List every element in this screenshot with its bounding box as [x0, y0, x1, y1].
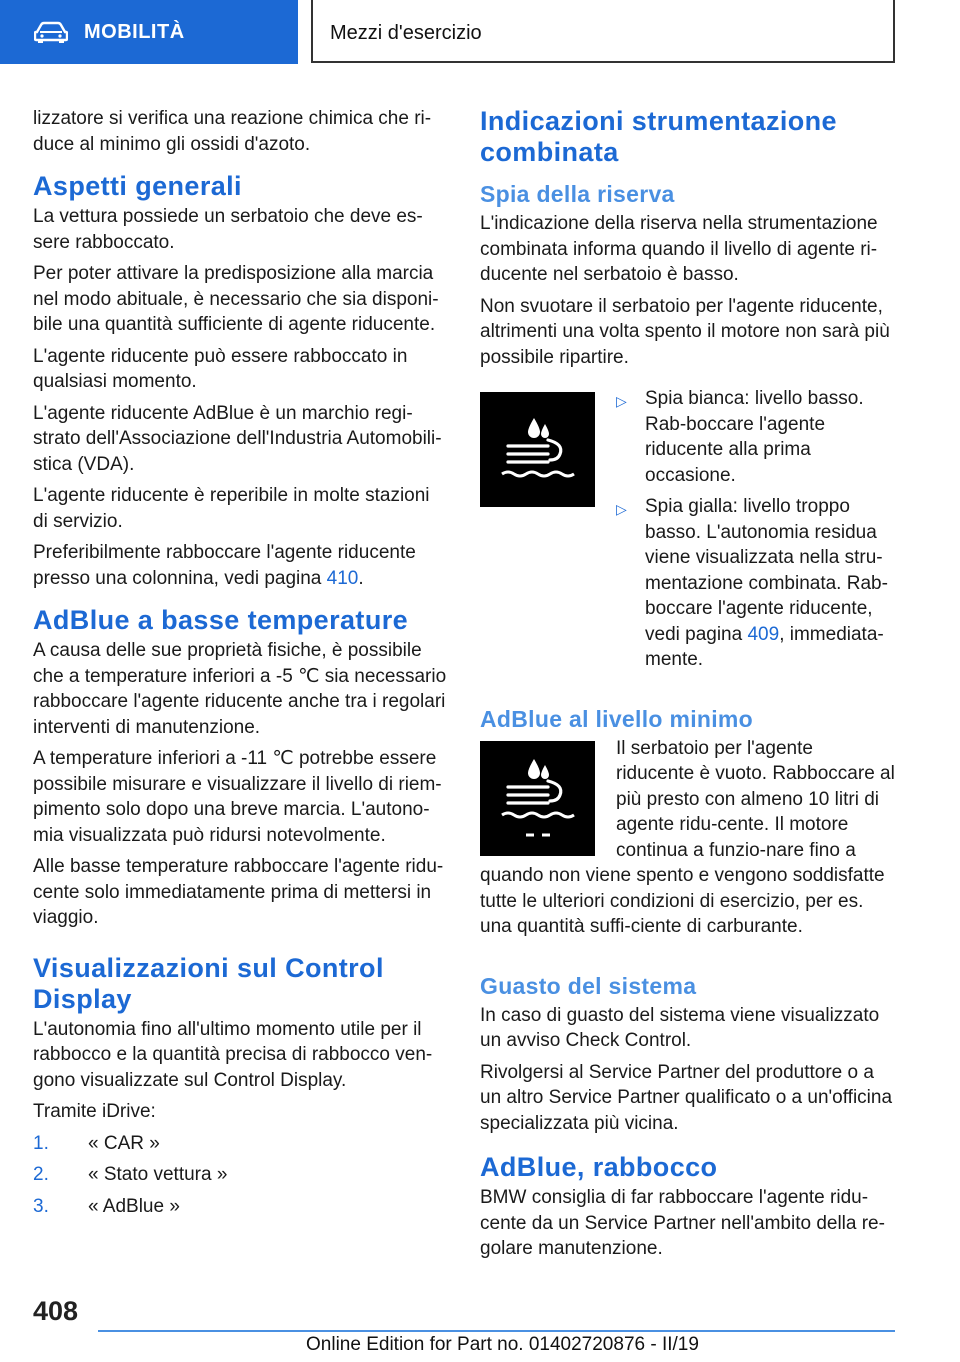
page-link-409[interactable]: 409 [747, 623, 780, 645]
paragraph: L'agente riducente AdBlue è un marchio regi-strato dell'Associazione dell'Industria Automobili-stica (VDA). [33, 402, 442, 475]
heading-basse-temperature: AdBlue a basse temperature [33, 605, 409, 635]
footer-divider [98, 1330, 895, 1332]
heading-rabbocco: AdBlue, rabbocco [480, 1152, 718, 1182]
paragraph: Preferibilmente rabboccare l'agente riducente presso una colonnina, vedi pagina 410. [33, 542, 416, 589]
car-icon [34, 21, 68, 43]
paragraph: L'autonomia fino all'ultimo momento utile per il rabbocco e la quantità precisa di rabbocco ven-gono visualizzate sul Control Display. [33, 1018, 433, 1091]
heading-control-display: Visualizzazioni sul Control Display [33, 952, 384, 1014]
paragraph: Per poter attivare la predisposizione alla marcia nel modo abituale, è necessario che sia disponi-bile una quantità sufficiente di agente riducente. [33, 263, 439, 335]
section-label: MOBILITÀ [84, 20, 185, 43]
triangle-bullet-icon: ▷ [616, 393, 627, 409]
list-item: ▷ Spia gialla: livello troppo basso. L'autonomia residua viene visualizzata nella stru-mentazione combinata. Rab-boccare l'agente riducente, vedi pagina 409, immediata-mente. [616, 494, 896, 673]
minimum-level-block [480, 736, 896, 946]
heading-livello-minimo: AdBlue al livello minimo [480, 705, 754, 732]
triangle-bullet-icon: ▷ [616, 501, 627, 517]
intro-paragraph: lizzatore si verifica una reazione chimica che ri-duce al minimo gli ossidi d'azoto. [33, 108, 432, 155]
list-item: ▷ Spia bianca: livello basso. Rab-boccare l'agente riducente alla prima occasione. [616, 386, 896, 488]
edition-info: Online Edition for Part no. 01402720876 - II/19 [306, 1334, 699, 1355]
adblue-warning-icon [480, 392, 595, 507]
paragraph: A causa delle sue proprietà fisiche, è possibile che a temperature inferiori a -5 ℃ sia necessario rabboccare l'agente riducente anche tra i regolari interventi di manutenzione. [33, 640, 447, 738]
list-item: 1. « CAR » [33, 1132, 160, 1154]
heading-guasto: Guasto del sistema [480, 972, 697, 999]
warning-light-list [616, 386, 896, 679]
heading-strumentazione: Indicazioni strumentazione combinata [480, 106, 837, 167]
list-item: 3. « AdBlue » [33, 1195, 180, 1217]
heading-aspetti-generali: Aspetti generali [33, 171, 242, 201]
heading-spia-riserva: Spia della riserva [480, 181, 675, 207]
paragraph: A temperature inferiori a -11 ℃ potrebbe essere possibile misurare e visualizzare il livello di riem-pimento solo dopo una breve marcia. L'autono-mia visualizzata può ridursi notevolmente. [33, 748, 442, 846]
right-column [480, 106, 896, 1268]
section-tab[interactable] [0, 0, 298, 64]
list-item: 2. « Stato vettura » [33, 1164, 228, 1185]
left-column [33, 106, 448, 1225]
paragraph: Alle basse temperature rabboccare l'agente ridu-cente solo immediatamente prima di mettersi in viaggio. [33, 856, 444, 928]
paragraph: Rivolgersi al Service Partner del produttore o a un altro Service Partner qualificato o a un'officina specializzata più vicina. [480, 1061, 893, 1134]
paragraph: Non svuotare il serbatoio per l'agente riducente, altrimenti una volta spento il motore non sarà più possibile ripartire. [480, 295, 890, 368]
page-number: 408 [33, 1296, 79, 1326]
adblue-empty-icon [480, 741, 595, 856]
page-link-410[interactable]: 410 [326, 567, 359, 589]
paragraph: In caso di guasto del sistema viene visualizzato un avviso Check Control. [480, 1004, 880, 1051]
paragraph: La vettura possiede un serbatoio che deve es-sere rabboccato. [33, 206, 423, 253]
idrive-steps [33, 1131, 448, 1220]
paragraph: L'agente riducente è reperibile in molte stazioni di servizio. [33, 485, 430, 532]
paragraph: Il serbatoio per l'agente riducente è vuoto. Rabboccare al più presto con almeno 10 litri di agente ridu-cente. Il motore continua a funzio-nare fino a quando non viene spento e vengono soddisfatte tutte le ulteriori condizioni di esercizio, per es. una quantità suffi-ciente di carburante. [480, 737, 895, 937]
paragraph: BMW consiglia di far rabboccare l'agente ridu-cente da un Service Partner nell'ambito della re-golare manutenzione. [480, 1187, 885, 1259]
chapter-title: Mezzi d'esercizio [311, 0, 895, 63]
paragraph: L'agente riducente può essere rabboccato in qualsiasi momento. [33, 345, 408, 392]
paragraph: Tramite iDrive: [33, 1101, 156, 1122]
paragraph: L'indicazione della riserva nella strumentazione combinata informa quando il livello di agente ri-ducente nel serbatoio è basso. [480, 213, 878, 285]
warning-light-block [480, 388, 896, 679]
